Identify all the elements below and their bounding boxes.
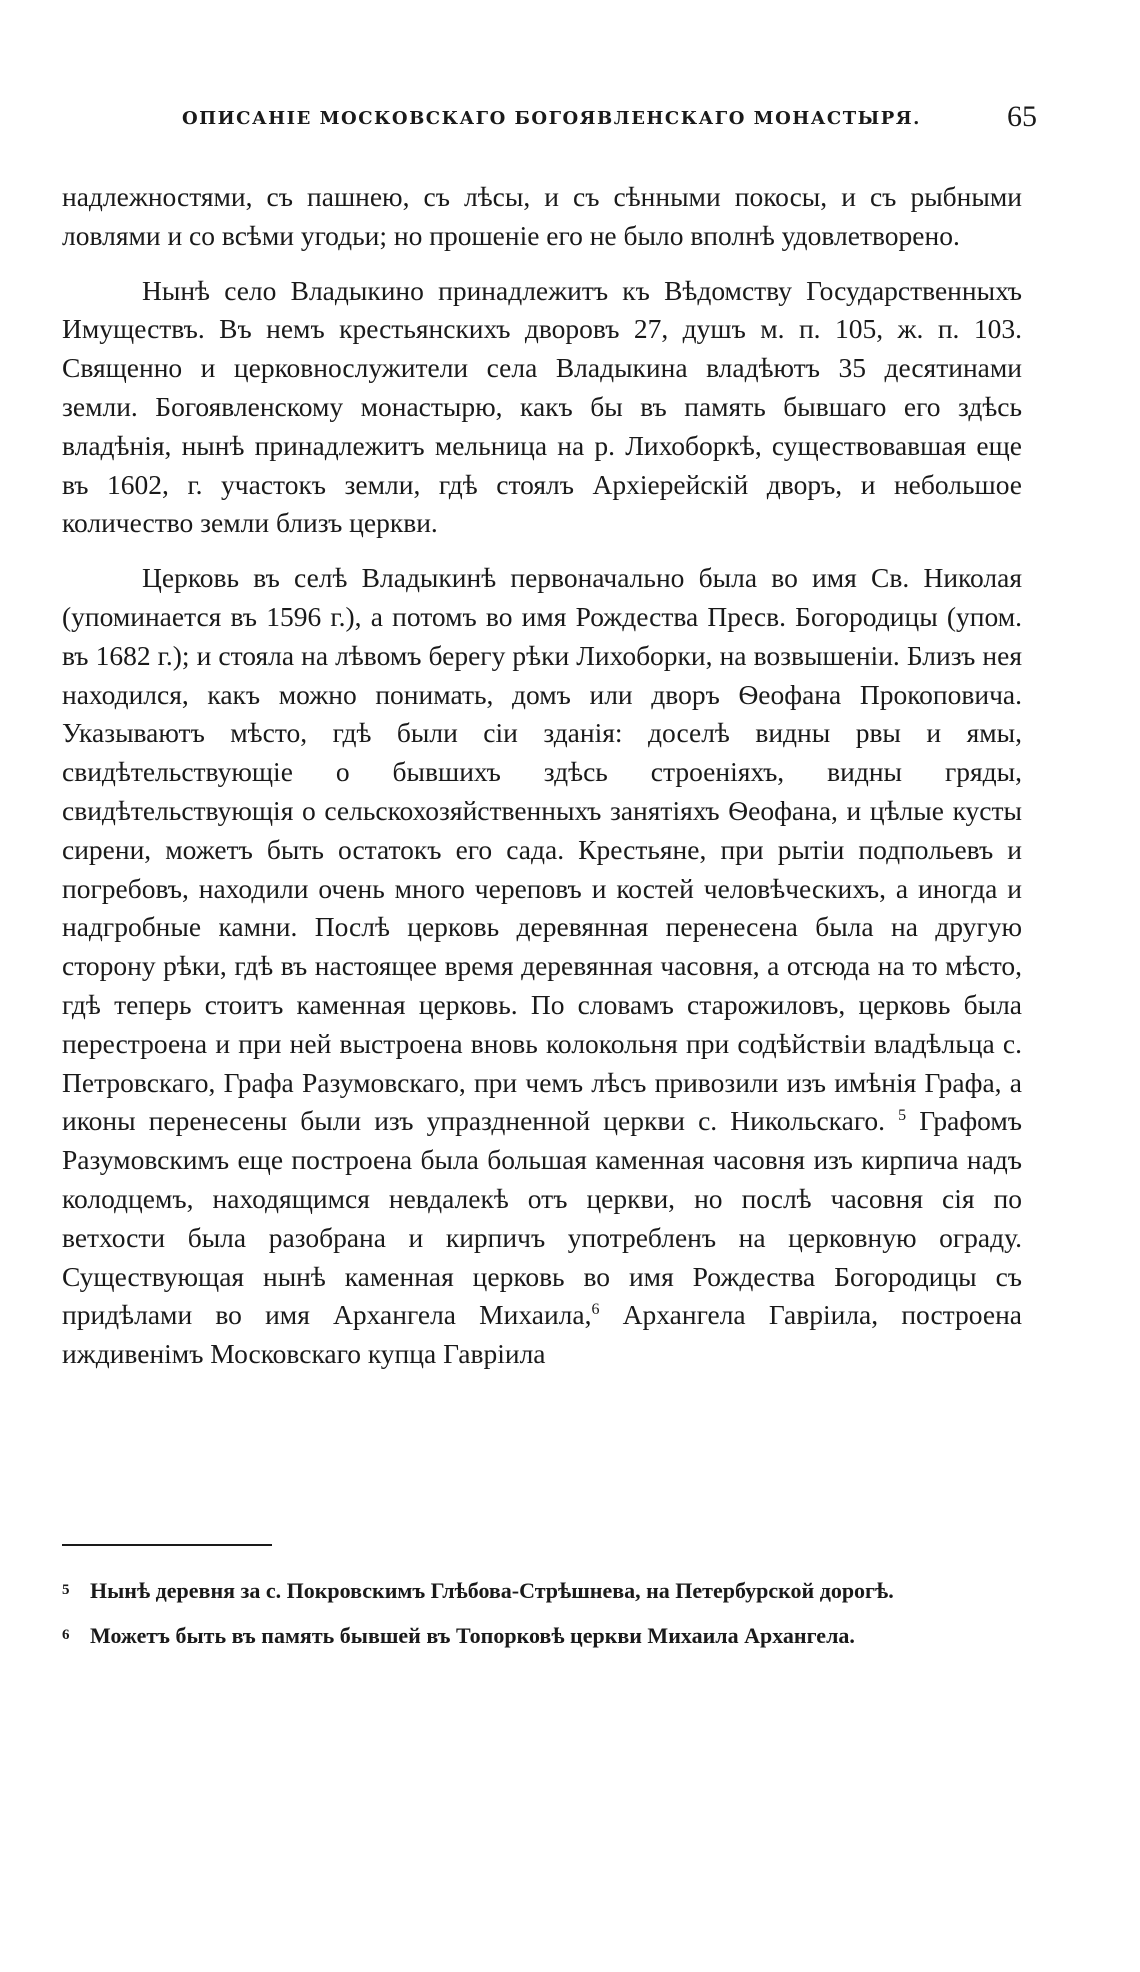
footnote — [62, 1574, 1022, 1607]
footnote — [62, 1619, 1022, 1652]
footnotes — [62, 1574, 1022, 1664]
footnote-marker: 5 — [62, 1582, 70, 1598]
footnote-text: Можетъ быть въ память бывшей въ Топорковѣ церкви Михаила Архангела. — [90, 1623, 855, 1648]
page-header — [62, 100, 1037, 140]
paragraph-continuation: надлежностями, съ пашнею, съ лѣсы, и съ сѣнными покосы, и съ рыбными ловлями и со всѣми угодьи; но прошеніе его не было вполнѣ удовлетворено. — [62, 181, 1022, 251]
footnote-text: Нынѣ деревня за с. Покровскимъ Глѣбова-Стрѣшнева, на Петербурской дорогѣ. — [90, 1578, 894, 1603]
page-number: 65 — [1007, 100, 1037, 133]
paragraph-text: Церковь въ селѣ Владыкинѣ первоначально была во имя Св. Николая (упоминается въ 1596 г.), а потомъ во имя Рождества Пресв. Богородицы (упом. въ 1682 г.); и стояла на лѣвомъ берегу рѣки Лихоборки, на возвышеніи. Близъ нея находился, какъ можно понимать, домъ или дворъ Ѳеофана Прокоповича. Указываютъ мѣсто, гдѣ были сіи зданія: доселѣ видны рвы и ямы, свидѣтельствующіе о бывшихъ здѣсь строеніяхъ, видны гряды, свидѣтельствующія о сельскохозяйственныхъ занятіяхъ Ѳеофана, и цѣлые кусты сирени, можетъ быть остатокъ его сада. Крестьяне, при рытіи подпольевъ и погребовъ, находили очень много череповъ и костей человѣческихъ, а иногда и надгробные камни. Послѣ церковь деревянная перенесена была на другую сторону рѣки, гдѣ въ настоящее время деревянная часовня, а отсюда на то мѣсто, гдѣ теперь стоитъ каменная церковь. По словамъ старожиловъ, церковь была перестроена и при ней выстроена вновь колокольня при содѣйствіи владѣльца с. Петровскаго, Графа Разумовскаго, при чемъ лѣсъ привозили изъ имѣнія Графа, а иконы перенесены были изъ упраздненной церкви с. Никольскаго. — [62, 562, 1022, 1137]
paragraph-text: Графомъ Разумовскимъ еще построена была большая каменная часовня изъ кирпича надъ колодцемъ, находящимся невдалекѣ отъ церкви, но послѣ часовня сія по ветхости была разобрана и кирпичъ употребленъ на церковную ограду. Существующая нынѣ каменная церковь во имя Рождества Богородицы съ придѣлами во имя Архангела Михаила, — [62, 1105, 1023, 1331]
paragraph-text: Архангела Гавріила, построена иждивенімъ Московскаго купца Гавріила — [62, 1299, 1022, 1370]
paragraph — [62, 559, 1022, 1374]
running-head: ОПИСАНІЕ МОСКОВСКАГО БОГОЯВЛЕНСКАГО МОНАСТЫРЯ. — [182, 108, 921, 129]
footnote-divider — [62, 1544, 272, 1546]
main-text — [62, 178, 1022, 1390]
footnote-reference: 5 — [898, 1107, 907, 1125]
footnote-reference: 6 — [591, 1301, 600, 1319]
paragraph: Нынѣ село Владыкино принадлежитъ къ Вѣдомству Государственныхъ Имуществъ. Въ немъ крестьянскихъ дворовъ 27, душъ м. п. 105, ж. п. 103. Священно и церковнослужители села Владыкина владѣютъ 35 десятинами земли. Богоявленскому монастырю, какъ бы въ память бывшаго его здѣсь владѣнія, нынѣ принадлежитъ мельница на р. Лихоборкѣ, существовавшая еще въ 1602, г. участокъ земли, гдѣ стоялъ Архіерейскій дворъ, и небольшое количество земли близъ церкви. — [62, 274, 1022, 539]
footnote-marker: 6 — [62, 1627, 70, 1643]
